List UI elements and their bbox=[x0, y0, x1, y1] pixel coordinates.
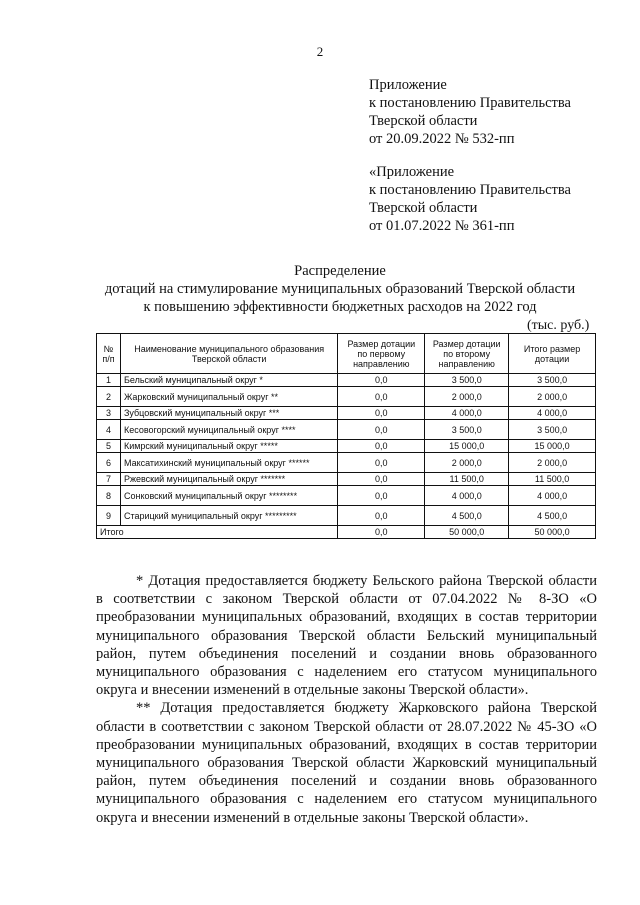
appendix-line: от 20.09.2022 № 532-пп bbox=[369, 131, 515, 147]
cell-first: 0,0 bbox=[338, 420, 425, 440]
cell-first: 0,0 bbox=[338, 407, 425, 420]
cell-number: 8 bbox=[97, 486, 121, 506]
cell-first: 0,0 bbox=[338, 387, 425, 407]
cell-first: 0,0 bbox=[338, 526, 425, 539]
cell-number: 4 bbox=[97, 420, 121, 440]
cell-first: 0,0 bbox=[338, 374, 425, 387]
cell-total: 2 000,0 bbox=[509, 387, 596, 407]
appendix-line: «Приложение bbox=[369, 164, 455, 180]
cell-total: 3 500,0 bbox=[509, 374, 596, 387]
cell-second: 2 000,0 bbox=[425, 387, 509, 407]
table-row bbox=[97, 473, 596, 486]
cell-second: 50 000,0 bbox=[425, 526, 509, 539]
cell-total-label: Итого bbox=[97, 526, 338, 539]
table-row bbox=[97, 453, 596, 473]
cell-second: 3 500,0 bbox=[425, 374, 509, 387]
cell-total: 15 000,0 bbox=[509, 440, 596, 453]
cell-number: 2 bbox=[97, 387, 121, 407]
appendix-line: от 01.07.2022 № 361-пп bbox=[369, 218, 515, 234]
cell-first: 0,0 bbox=[338, 506, 425, 526]
cell-second: 4 500,0 bbox=[425, 506, 509, 526]
cell-second: 4 000,0 bbox=[425, 407, 509, 420]
subsidy-table bbox=[96, 333, 596, 539]
title-line: Распределение bbox=[294, 263, 386, 279]
table-row bbox=[97, 440, 596, 453]
cell-second: 2 000,0 bbox=[425, 453, 509, 473]
table-total-row bbox=[97, 526, 596, 539]
table-row bbox=[97, 387, 596, 407]
cell-number: 1 bbox=[97, 374, 121, 387]
cell-total: 11 500,0 bbox=[509, 473, 596, 486]
cell-name: Ржевский муниципальный округ ******* bbox=[120, 473, 337, 486]
cell-name: Бельский муниципальный округ * bbox=[120, 374, 337, 387]
title-line: дотаций на стимулирование муниципальных образований Тверской области bbox=[104, 281, 576, 297]
cell-first: 0,0 bbox=[338, 486, 425, 506]
footnotes bbox=[96, 572, 597, 827]
table-row bbox=[97, 374, 596, 387]
appendix-block-current bbox=[369, 76, 571, 148]
cell-second: 4 000,0 bbox=[425, 486, 509, 506]
table-row bbox=[97, 407, 596, 420]
cell-name: Зубцовский муниципальный округ *** bbox=[120, 407, 337, 420]
appendix-line: Тверской области bbox=[369, 113, 478, 129]
cell-total: 4 000,0 bbox=[509, 486, 596, 506]
header-number: № п/п bbox=[97, 334, 121, 374]
cell-name: Жарковский муниципальный округ ** bbox=[120, 387, 337, 407]
unit-label: (тыс. руб.) bbox=[527, 318, 590, 333]
appendix-line: Тверской области bbox=[369, 200, 478, 216]
header-first-direction: Размер дотации по первому направлению bbox=[338, 334, 425, 374]
cell-total: 3 500,0 bbox=[509, 420, 596, 440]
table-row bbox=[97, 506, 596, 526]
page-number: 2 bbox=[316, 44, 324, 59]
table-row bbox=[97, 420, 596, 440]
appendix-line: к постановлению Правительства bbox=[369, 95, 571, 111]
header-total: Итого размер дотации bbox=[509, 334, 596, 374]
footnote-2: ** Дотация предоставляется бюджету Жарковского района Тверской области в соответствии с законом Тверской области от 28.07.2022 № 45-ЗО «О преобразовании муниципальных образований, входящих в состав территории муниципального образования Тверской области Жарковский муниципальный район, путем объединения поселений и создании вновь образованного муниципального образования с наделением его статусом муниципального округа и внесении изменений в отдельные законы Тверской области». bbox=[96, 700, 597, 826]
cell-total: 4 000,0 bbox=[509, 407, 596, 420]
cell-first: 0,0 bbox=[338, 473, 425, 486]
cell-number: 7 bbox=[97, 473, 121, 486]
cell-number: 3 bbox=[97, 407, 121, 420]
table-header-row bbox=[97, 334, 596, 374]
cell-name: Кесовогорский муниципальный округ **** bbox=[120, 420, 337, 440]
table-row bbox=[97, 486, 596, 506]
cell-second: 15 000,0 bbox=[425, 440, 509, 453]
document-title bbox=[60, 262, 620, 316]
cell-first: 0,0 bbox=[338, 440, 425, 453]
title-line: к повышению эффективности бюджетных расходов на 2022 год bbox=[143, 299, 537, 315]
cell-second: 11 500,0 bbox=[425, 473, 509, 486]
cell-total: 2 000,0 bbox=[509, 453, 596, 473]
cell-name: Сонковский муниципальный округ ******** bbox=[120, 486, 337, 506]
cell-number: 9 bbox=[97, 506, 121, 526]
appendix-line: Приложение bbox=[369, 77, 447, 93]
cell-name: Старицкий муниципальный округ ********* bbox=[120, 506, 337, 526]
appendix-line: к постановлению Правительства bbox=[369, 182, 571, 198]
cell-first: 0,0 bbox=[338, 453, 425, 473]
cell-name: Максатихинский муниципальный округ ****** bbox=[120, 453, 337, 473]
cell-number: 5 bbox=[97, 440, 121, 453]
cell-total: 4 500,0 bbox=[509, 506, 596, 526]
appendix-block-previous bbox=[369, 163, 571, 235]
cell-name: Кимрский муниципальный округ ***** bbox=[120, 440, 337, 453]
cell-total: 50 000,0 bbox=[509, 526, 596, 539]
header-second-direction: Размер дотации по второму направлению bbox=[425, 334, 509, 374]
cell-second: 3 500,0 bbox=[425, 420, 509, 440]
footnote-1: * Дотация предоставляется бюджету Бельского района Тверской области в соответствии с законом Тверской области от 07.04.2022 № 8-ЗО «О преобразовании муниципальных образований, входящих в состав территории муниципального образования Тверской области Бельский муниципальный район, путем объединения поселений и создании вновь образованного муниципального образования с наделением его статусом муниципального округа и внесении изменений в отдельные законы Тверской области». bbox=[96, 573, 597, 699]
cell-number: 6 bbox=[97, 453, 121, 473]
header-name: Наименование муниципального образования Тверской области bbox=[120, 334, 337, 374]
